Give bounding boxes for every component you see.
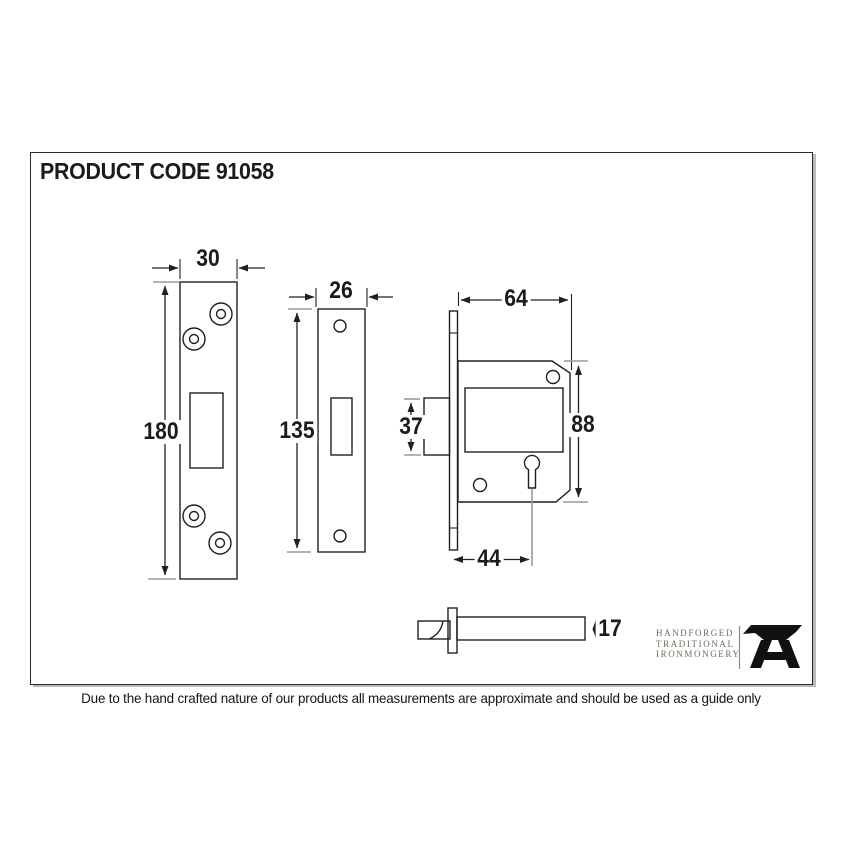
bolt-body (457, 617, 585, 640)
dim-label-bolt-thickness: 17 (596, 617, 625, 641)
lever-pack-window (465, 388, 563, 452)
faceplate-edge (450, 311, 458, 550)
dim-label-faceplate-height: 135 (277, 419, 318, 443)
logo-line-1: HANDFORGED (656, 628, 735, 638)
dim-label-case-height: 88 (569, 413, 598, 437)
fixing-hole (547, 371, 560, 384)
dim-label-strike-height: 180 (141, 420, 182, 444)
dim-label-strike-width: 30 (194, 247, 223, 271)
screw-hole (183, 328, 205, 350)
strike-plate-cutout (190, 393, 223, 468)
screw-hole (209, 532, 231, 554)
logo-text-block (656, 628, 741, 660)
logo-line-2: TRADITIONAL (656, 638, 735, 649)
bolt-side-view (418, 608, 585, 653)
screw-hole (183, 505, 205, 527)
fixing-hole (474, 479, 487, 492)
keyhole (525, 455, 540, 488)
dim-label-case-width: 64 (502, 287, 531, 311)
faceplate-view (318, 309, 365, 552)
dim-label-backset: 44 (475, 547, 504, 571)
lock-case-view (424, 311, 570, 550)
anvil-icon (743, 625, 802, 668)
faceplate-cutout (331, 398, 352, 455)
screw-hole (334, 320, 346, 332)
strike-plate-view (180, 282, 237, 579)
dim-label-faceplate-width: 26 (327, 279, 356, 303)
screw-hole (334, 530, 346, 542)
dim-label-bolt-height: 37 (397, 415, 426, 439)
deadbolt-plan (424, 398, 450, 455)
disclaimer-text: Due to the hand crafted nature of our products all measurements are approximate and should be used as a guide only (81, 690, 761, 706)
bolt-bevel-curve (429, 621, 443, 639)
product-code-title: PRODUCT CODE 91058 (40, 158, 274, 184)
screw-hole (210, 303, 232, 325)
logo-line-3: IRONMONGERY (656, 649, 741, 659)
